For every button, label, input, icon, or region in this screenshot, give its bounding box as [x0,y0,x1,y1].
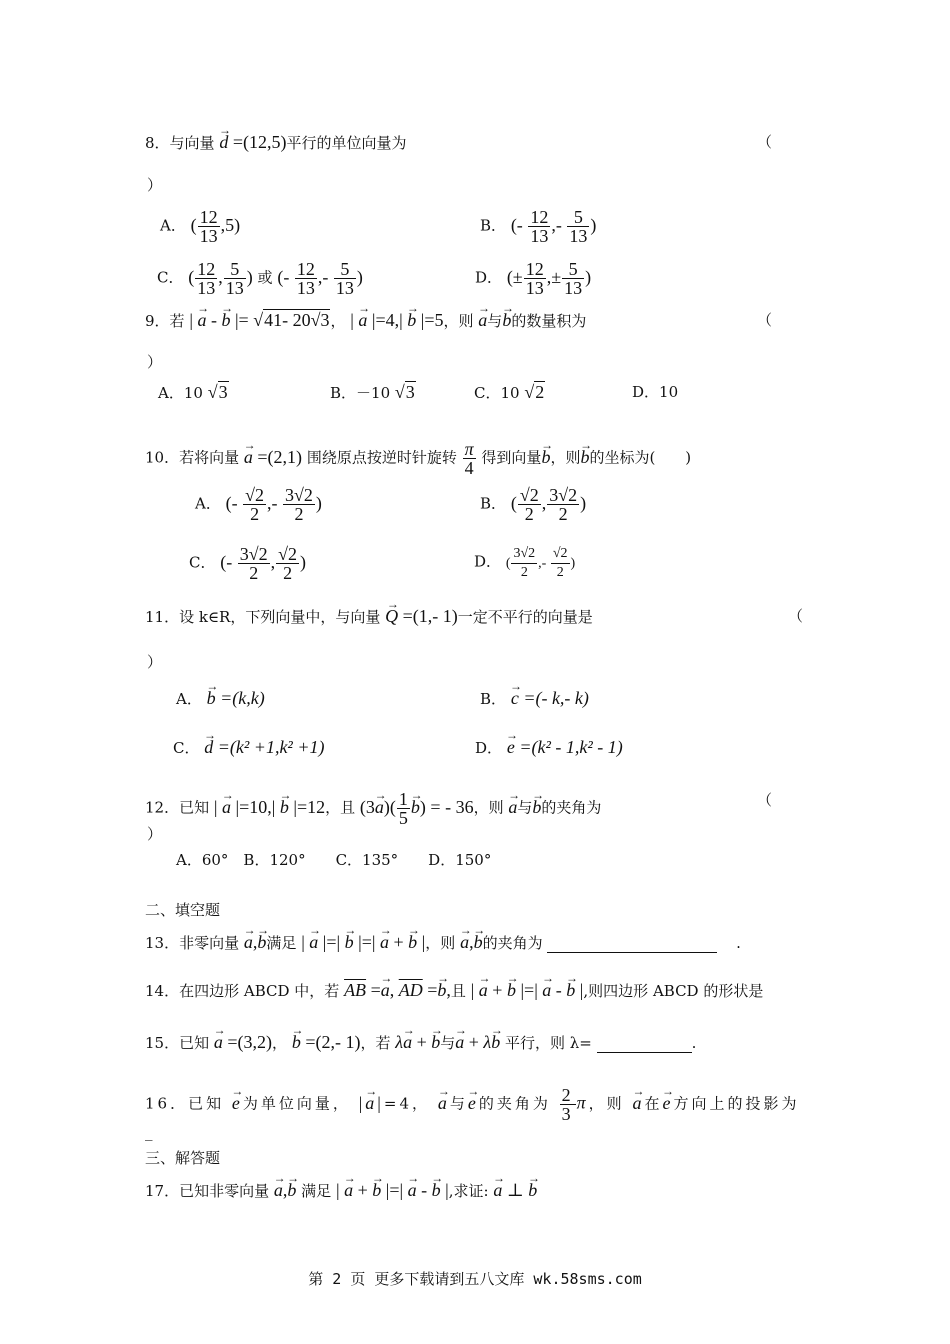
q11-paren-open: （ [788,607,804,625]
q8-paren-close: ） [147,176,163,194]
q13-stem: 13．非零向量 → a,→ b满足 | → a |=| → b |=| → a + → b |，则 → a,→ b的夹角为 . [145,932,741,953]
q8-option-d[interactable]: D． (± $\frac{12}{13}$ ,± $\frac{5}{13}$ ) [475,259,592,298]
q10-option-b[interactable]: B． ( $\frac{√2}{2}$ , $\frac{3√2}{2}$ ) [480,485,587,524]
q11-option-a[interactable]: A． → b =(k,k) [176,688,265,709]
q8-option-c[interactable]: C． ( $\frac{12}{13}$ , $\frac{5}{13}$ ) 或 (- $\frac{12}{13}$ ,- $\frac{5}{13}$ ) [157,259,363,298]
q9-option-b[interactable]: B．－10 √3 [330,382,415,402]
q11-option-d[interactable]: D． → e =(k² - 1,k² - 1) [475,737,623,758]
q12-paren-close: ） [147,825,163,843]
q10-option-c[interactable]: C． (- $\frac{3√2}{2}$ , $\frac{√2}{2}$ ) [189,544,307,583]
q9-paren-close: ） [147,353,163,371]
q12-options[interactable]: A．60° B．120° C．135° D．150° [176,851,492,869]
q17-stem: 17．已知非零向量 → a,→ b 满足 | → a + → b |=| → a - → b |,求证: → a ⊥ → b [145,1180,537,1201]
q12-paren-open: （ [757,791,773,809]
q10-stem: 10．若将向量 → a =(2,1) 围绕原点按逆时针旋转 $\frac{\pi}{4}$ 得到向量→ b，则→ b的坐标为( ) [145,440,691,477]
q9-option-c[interactable]: C．10 √2 [474,382,545,402]
q8-option-a[interactable]: A． ( $\frac{12}{13}$ ,5) [160,207,241,246]
section-fill-in: 二、填空题 [145,901,221,919]
q8-stem: 8．与向量 → d =(12,5)平行的单位向量为 [145,132,407,153]
q11-option-c[interactable]: C． → d =(k² +1,k² +1) [173,737,324,758]
q9-paren-open: （ [757,311,773,329]
q15-answer-blank[interactable] [597,1052,692,1053]
page-footer: 第 2 页 更多下载请到五八文库 wk.58sms.com [308,1270,642,1288]
q16-answer-blank[interactable]: _ [145,1123,153,1141]
section-solve: 三、解答题 [145,1149,221,1167]
q10-option-a[interactable]: A． (- $\frac{√2}{2}$ ,- $\frac{3√2}{2}$ ) [195,485,322,524]
q13-answer-blank[interactable] [547,952,717,953]
q16-stem: 16．已知 → e为单位向量， |→ a|=4， → a与→ e的夹角为 $\frac{2}{3}$ π，则 → a在→ e方向上的投影为 [145,1086,799,1123]
q11-paren-close: ） [147,653,163,671]
q9-option-a[interactable]: A．10 √3 [158,382,228,402]
q15-stem: 15．已知 → a =(3,2)， → b =(2,- 1)，若 λ→ a + → b与→ a + λ→ b 平行，则 λ= . [145,1032,696,1053]
q8-paren-open: （ [757,133,773,151]
q8-option-b[interactable]: B． (- $\frac{12}{13}$ ,- $\frac{5}{13}$ ) [480,207,597,246]
q10-option-d[interactable]: D． ( $\frac{3√2}{2}$ ,- $\frac{√2}{2}$ ) [474,546,576,580]
q12-stem: 12．已知 | → a |=10,| → b |=12，且 (3→ a)( $\frac{1}{5}$ → b) = - 36，则 → a与→ b的夹角为 [145,790,601,827]
q14-stem: 14．在四边形 ABCD 中，若 $\overline{AB} =\to a$, $\overline{AD} =\to b$,且 | → a + → b |=| → a - → b |,则四边形 ABCD 的形状是 [145,980,763,1001]
q9-stem: 9．若 | → a - → b |= √41- 20√3， | → a |=4,| → b |=5，则 → a与→ b的数量积为 [145,310,586,331]
q11-stem: 11．设 k∈R，下列向量中，与向量 → Q =(1,- 1)一定不平行的向量是 [145,606,593,627]
q9-option-d[interactable]: D．10 [632,383,679,401]
q11-option-b[interactable]: B． → c =(- k,- k) [480,688,589,709]
